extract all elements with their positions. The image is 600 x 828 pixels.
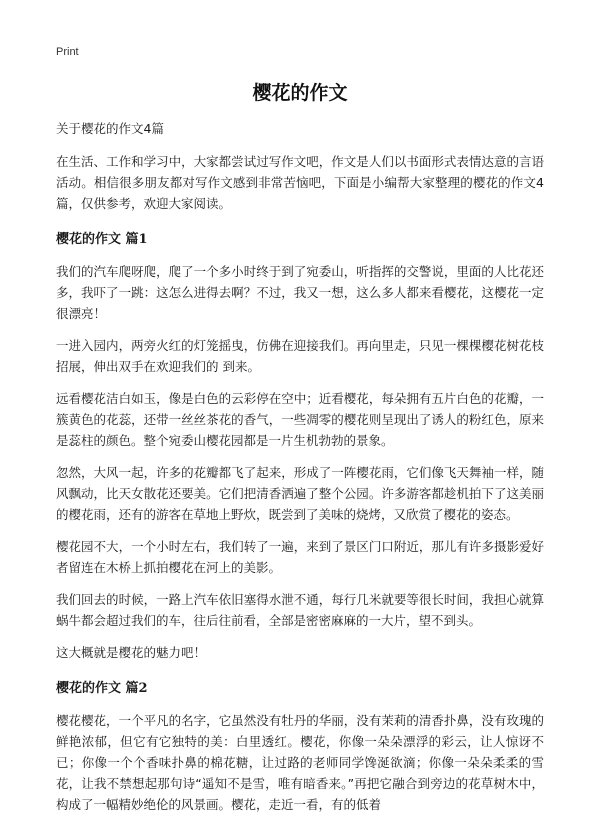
paragraph: 这大概就是樱花的魅力吧！ <box>56 645 207 660</box>
paragraph: 忽然，大风一起，许多的花瓣都飞了起来，形成了一阵樱花雨，它们像飞天舞袖一样，随风飘动，比天女散花还要美。它们把清香洒遍了整个公园。许多游客都趁机拍下了这美丽的樱花雨，还有的游客在草地上野炊，既尝到了美味的烧烤，又欣赏了樱花的姿态。 <box>56 465 544 522</box>
intro-paragraph: 在生活、工作和学习中，大家都尝试过写作文吧，作文是人们以书面形式表情达意的言语活动。相信很多朋友都对写作文感到非常苦恼吧，下面是小编帮大家整理的樱花的作文4篇，仅供参考，欢迎大家阅读。 <box>56 154 544 211</box>
paragraph: 樱花樱花，一个平凡的名字，它虽然没有牡丹的华丽，没有茉莉的清香扑鼻，没有玫瑰的鲜艳浓郁，但它有它独特的美：白里透红。樱花，你像一朵朵漂浮的彩云，让人惊讶不已；你像一个个香味扑鼻的棉花糖，让过路的老师同学馋涎欲滴；你像一朵朵柔柔的雪花，让我不禁想起那句诗“遥知不是雪，唯有暗香来。”再把它融合到旁边的花草树木中，构成了一幅精妙绝伦的风景画。樱花，走近一看，有的低着 <box>56 713 544 812</box>
paragraph: 我们的汽车爬呀爬，爬了一个多小时终于到了宛委山，听指挥的交警说，里面的人比花还多，我吓了一跳：这怎么进得去啊？不过，我又一想，这么多人都来看樱花，这樱花一定很漂亮！ <box>56 264 544 321</box>
section-heading: 樱花的作文 篇1 <box>56 232 148 247</box>
print-link[interactable]: Print <box>56 46 79 58</box>
document-body <box>56 118 544 826</box>
paragraph: 远看樱花洁白如玉，像是白色的云彩停在空中；近看樱花，每朵拥有五片白色的花瓣，一簇黄色的花蕊，还带一丝丝茶花的香气，一些凋零的樱花则呈现出了诱人的粉红色，原来是蕊柱的颜色。整个宛委山樱花园都是一片生机勃勃的景象。 <box>56 391 544 448</box>
section-heading: 樱花的作文 篇2 <box>56 681 148 696</box>
paragraph: 樱花园不大，一个小时左右，我们转了一遍，来到了景区门口附近，那儿有许多摄影爱好者留连在木桥上抓拍樱花在河上的美影。 <box>56 539 544 575</box>
paragraph: 我们回去的时候，一路上汽车依旧塞得水泄不通，每行几米就要等很长时间，我担心就算蜗牛都会超过我们的车，往后往前看，全部是密密麻麻的一大片，望不到头。 <box>56 592 544 628</box>
document-subtitle: 关于樱花的作文4篇 <box>56 121 164 136</box>
paragraph: 一进入园内，两旁火红的灯笼摇曳，仿佛在迎接我们。再向里走，只见一棵棵樱花树花枝招展，伸出双手在欢迎我们的 到来。 <box>56 338 544 374</box>
page-title: 樱花的作文 <box>252 82 348 104</box>
